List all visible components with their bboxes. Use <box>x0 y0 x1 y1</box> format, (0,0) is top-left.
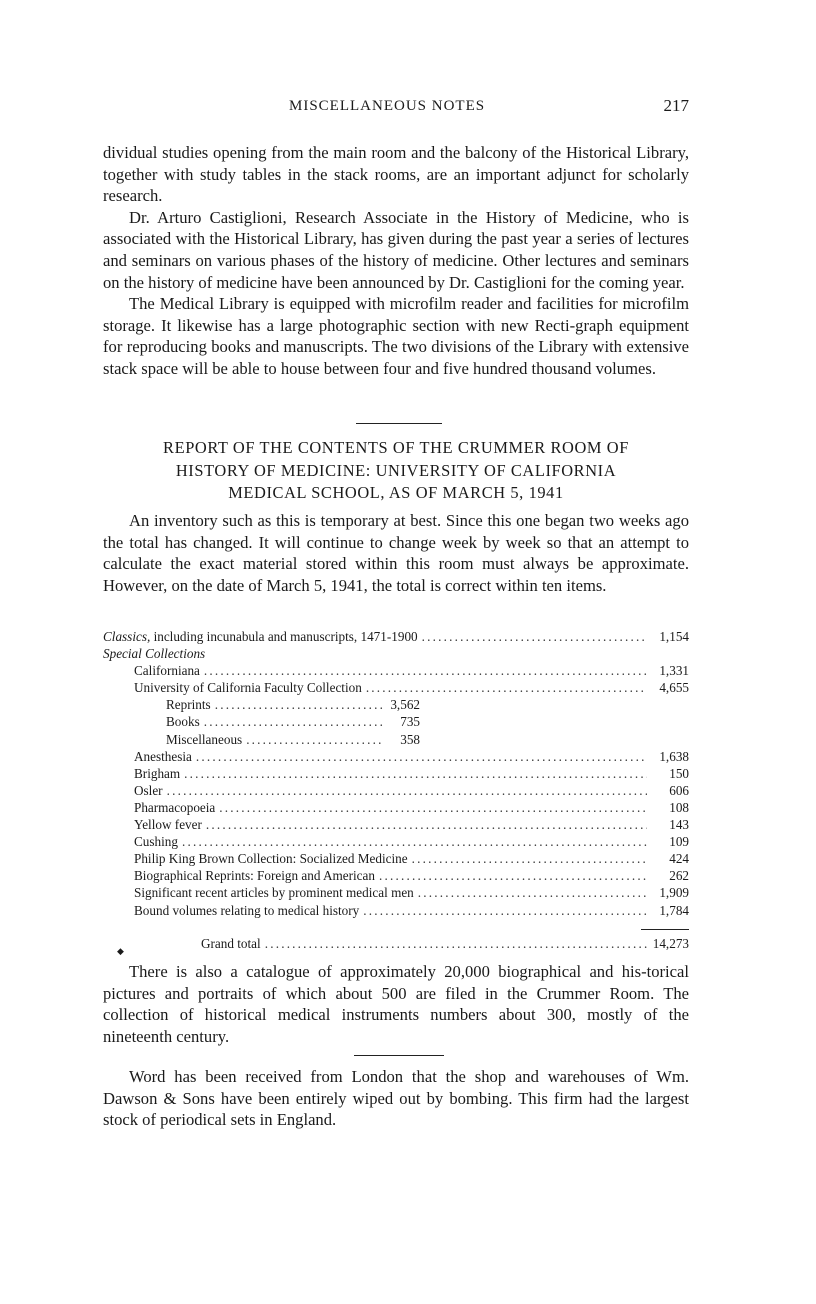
stray-mark: ◆ <box>117 946 124 956</box>
leader-dots <box>167 782 647 799</box>
classics-label: including incunabula and manuscripts, 1471-1900 <box>150 629 418 644</box>
inventory-row-classics <box>103 628 689 645</box>
inventory-sub-row <box>103 696 420 713</box>
report-title-line-2: HISTORY OF MEDICINE: UNIVERSITY OF CALIFORNIA <box>175 460 617 480</box>
inventory-sub-value: 735 <box>400 714 420 730</box>
inventory-item-value: 1,638 <box>659 748 689 764</box>
report-title-line-1: REPORT OF THE CONTENTS OF THE CRUMMER ROOM OF <box>163 438 629 457</box>
inventory-item-label: University of California Faculty Collection <box>134 680 362 696</box>
inventory-item-value: 4,655 <box>659 680 689 696</box>
inventory-row <box>103 816 689 833</box>
leader-dots <box>204 713 384 730</box>
leader-dots <box>219 799 647 816</box>
inventory-row <box>103 884 689 901</box>
report-paragraph: An inventory such as this is temporary at best. Since this one began two weeks ago the total has changed. It will continue to change week by week so that an attempt to calculate the exact material stored within this room must always be approximate. However, on the date of March 5, 1941, the total is correct within ten items. <box>103 511 689 595</box>
leader-dots <box>204 662 647 679</box>
inventory-row <box>103 782 689 799</box>
inventory-item-value: 143 <box>669 817 689 833</box>
inventory-item-value: 150 <box>669 765 689 781</box>
inventory-item-value: 1,784 <box>659 902 689 918</box>
classics-label-italic: Classics, <box>103 629 151 644</box>
inventory-row <box>103 748 689 765</box>
intro-section <box>103 142 689 380</box>
inventory-item-value: 109 <box>669 834 689 850</box>
inventory-row <box>103 850 689 867</box>
inventory-item-label: Californiana <box>134 663 200 679</box>
section-divider <box>356 423 442 424</box>
inventory-item-value: 424 <box>669 851 689 867</box>
catalogue-paragraph: There is also a catalogue of approximately 20,000 biographical and his-torical pictures and portraits of which about 500 are filed in the Crummer Room. The collection of historical medical instruments numbers about 300, mostly of the nineteenth century. <box>103 962 689 1046</box>
inventory-row <box>103 833 689 850</box>
intro-paragraph-2: Dr. Arturo Castiglioni, Research Associate in the History of Medicine, who is associated with the Historical Library, has given during the past year a series of lectures and seminars on various phases of the history of medicine. Other lectures and seminars on the history of medicine have been announced by Dr. Castiglioni for the coming year. <box>103 207 689 292</box>
intro-paragraph-3: The Medical Library is equipped with microfilm reader and facilities for microfilm storage. It likewise has a large photographic section with new Recti-graph equipment for reproducing books and manuscripts. The two divisions of the Library with extensive stack space will be able to house between four and five hundred thousand volumes. <box>103 294 689 378</box>
leader-dots <box>206 816 647 833</box>
classics-value: 1,154 <box>659 629 689 644</box>
leader-dots <box>215 696 384 713</box>
running-head-title: MISCELLANEOUS NOTES <box>289 98 486 114</box>
dawson-section <box>103 1066 689 1131</box>
inventory-row <box>103 799 689 816</box>
report-title-line-3: MEDICAL SCHOOL, AS OF MARCH 5, 1941 <box>228 483 564 502</box>
leader-dots <box>196 748 647 765</box>
leader-dots <box>265 935 647 952</box>
special-collections-heading: Special Collections <box>103 646 206 662</box>
inventory-sub-row <box>103 713 420 730</box>
report-intro <box>103 510 689 596</box>
inventory-table <box>103 628 689 952</box>
intro-paragraph-1: dividual studies opening from the main room and the balcony of the Historical Library, together with study tables in the stack rooms, are an important adjunct for scholarly research. <box>103 143 689 206</box>
inventory-sub-label: Books <box>166 714 200 730</box>
report-title <box>103 437 689 505</box>
inventory-sub-row <box>103 731 420 748</box>
inventory-item-label: Philip King Brown Collection: Socialized Medicine <box>134 851 408 867</box>
leader-dots <box>184 765 647 782</box>
leader-dots <box>379 867 647 884</box>
inventory-item-label: Pharmacopoeia <box>134 799 216 815</box>
inventory-sub-value: 358 <box>400 731 420 747</box>
inventory-item-value: 108 <box>669 799 689 815</box>
total-rule <box>641 929 689 930</box>
inventory-item-label: Cushing <box>134 834 178 850</box>
inventory-item-label: Anesthesia <box>134 748 192 764</box>
inventory-item-label: Yellow fever <box>134 817 202 833</box>
inventory-item-label: Bound volumes relating to medical history <box>134 902 360 918</box>
leader-dots <box>418 884 647 901</box>
leader-dots <box>366 679 647 696</box>
section-divider <box>354 1055 444 1056</box>
grand-total-value: 14,273 <box>652 935 689 951</box>
inventory-sub-value: 3,562 <box>390 697 420 713</box>
leader-dots <box>182 833 647 850</box>
inventory-item-label: Osler <box>134 782 163 798</box>
inventory-item-value: 262 <box>669 868 689 884</box>
grand-total-row <box>103 935 689 952</box>
inventory-row <box>103 679 689 696</box>
grand-total-label: Grand total <box>201 935 261 951</box>
inventory-row <box>103 765 689 782</box>
inventory-row <box>103 902 689 919</box>
inventory-item-value: 1,909 <box>659 885 689 901</box>
inventory-item-value: 606 <box>669 782 689 798</box>
inventory-row <box>103 662 689 679</box>
leader-dots <box>422 628 647 645</box>
inventory-sub-label: Reprints <box>166 697 211 713</box>
closing-section <box>103 961 689 1047</box>
inventory-row <box>103 867 689 884</box>
inventory-item-label: Brigham <box>134 765 181 781</box>
inventory-item-value: 1,331 <box>659 663 689 679</box>
leader-dots <box>412 850 647 867</box>
page-number: 217 <box>663 96 689 115</box>
leader-dots <box>363 902 647 919</box>
inventory-item-label: Biographical Reprints: Foreign and American <box>134 868 375 884</box>
dawson-paragraph: Word has been received from London that the shop and warehouses of Wm. Dawson & Sons have been entirely wiped out by bombing. This firm had the largest stock of periodical sets in England. <box>103 1067 689 1130</box>
inventory-sub-label: Miscellaneous <box>166 731 243 747</box>
inventory-item-label: Significant recent articles by prominent medical men <box>134 885 414 901</box>
leader-dots <box>246 731 384 748</box>
